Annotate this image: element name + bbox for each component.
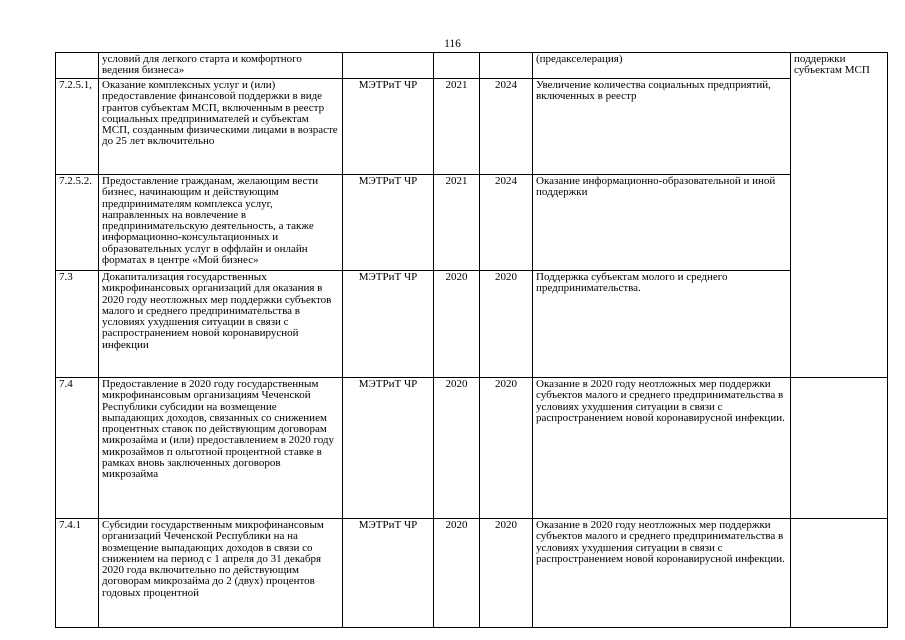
- row-number: 7.2.5.2.: [56, 175, 99, 271]
- start-year-cell: 2020: [434, 519, 480, 628]
- table-row: [56, 53, 888, 79]
- end-year-cell: 2020: [480, 519, 533, 628]
- page-number: 116: [444, 38, 461, 50]
- row-number: 7.4: [56, 378, 99, 519]
- start-year-cell: 2021: [434, 79, 480, 175]
- executor-cell: МЭТРиТ ЧР: [343, 519, 434, 628]
- measures-table: [55, 52, 888, 628]
- row-number: [56, 53, 99, 79]
- executor-cell: [343, 53, 434, 79]
- event-cell: Докапитализация государственных микрофинансовых организаций для оказания в 2020 году неотложных мер поддержки субъектов малого и среднего предпринимательства в условиях ухудшения ситуации в связи с распространением новой коронавирусной инфекции: [99, 271, 343, 378]
- result-cell: Увеличение количества социальных предприятий, включенных в реестр: [533, 79, 791, 175]
- executor-cell: МЭТРиТ ЧР: [343, 175, 434, 271]
- program-link-cell: поддержки субъектам МСП: [791, 53, 888, 378]
- table-row: [56, 519, 888, 628]
- executor-cell: МЭТРиТ ЧР: [343, 79, 434, 175]
- table-row: [56, 79, 888, 175]
- event-cell: условий для легкого старта и комфортного ведения бизнеса»: [99, 53, 343, 79]
- start-year-cell: 2020: [434, 271, 480, 378]
- event-cell: Субсидии государственным микрофинансовым организаций Чеченской Республики на на возмещение выпадающих доходов в связи со снижением на период с 1 апреля до 31 декабря 2020 года включительно по действующим договорам микрозайма до 2 (двух) процентов годовых процентной: [99, 519, 343, 628]
- end-year-cell: 2020: [480, 271, 533, 378]
- end-year-cell: 2020: [480, 378, 533, 519]
- result-cell: Оказание в 2020 году неотложных мер поддержки субъектов малого и среднего предпринимательства в условиях ухудшения ситуации в связи с распространением новой коронавирусной инфекции.: [533, 519, 791, 628]
- row-number: 7.2.5.1,: [56, 79, 99, 175]
- table-row: [56, 271, 888, 378]
- result-cell: Поддержка субъектам молого и среднего предпринимательства.: [533, 271, 791, 378]
- start-year-cell: 2020: [434, 378, 480, 519]
- event-cell: Оказание комплексных услуг и (или) предоставление финансовой поддержки в виде грантов субъектам МСП, включенным в реестр социальных предпринимателей и субъектам МСП, созданным физическими лицами в возрасте до 25 лет включительно: [99, 79, 343, 175]
- start-year-cell: 2021: [434, 175, 480, 271]
- table-row: [56, 175, 888, 271]
- program-link-cell: [791, 519, 888, 628]
- end-year-cell: [480, 53, 533, 79]
- table-row: [56, 378, 888, 519]
- end-year-cell: 2024: [480, 79, 533, 175]
- row-number: 7.3: [56, 271, 99, 378]
- result-cell: Оказание информационно-образовательной и иной поддержки: [533, 175, 791, 271]
- event-cell: Предоставление гражданам, желающим вести бизнес, начинающим и действующим предпринимателям комплекса услуг, направленных на вовлечение в предпринимательскую деятельность, а также информационно-консультационных и образовательных услуг в оффлайн и онлайн форматах в центре «Мой бизнес»: [99, 175, 343, 271]
- executor-cell: МЭТРиТ ЧР: [343, 271, 434, 378]
- result-cell: Оказание в 2020 году неотложных мер поддержки субъектов малого и среднего предпринимательства в условиях ухудшения ситуации в связи с распространением новой коронавирусной инфекции.: [533, 378, 791, 519]
- result-cell: (предакселерация): [533, 53, 791, 79]
- row-number: 7.4.1: [56, 519, 99, 628]
- start-year-cell: [434, 53, 480, 79]
- end-year-cell: 2024: [480, 175, 533, 271]
- program-link-cell: [791, 378, 888, 519]
- event-cell: Предоставление в 2020 году государственным микрофинансовым организациям Чеченской Республики субсидии на возмещение выпадающих доходов, связанных со снижением процентных ставок по действующим договорам микрозайма и (или) предоставлением в 2020 году микрозаймов п ольготной процентной ставке в рамках вновь заключенных договоров микрозайма: [99, 378, 343, 519]
- executor-cell: МЭТРиТ ЧР: [343, 378, 434, 519]
